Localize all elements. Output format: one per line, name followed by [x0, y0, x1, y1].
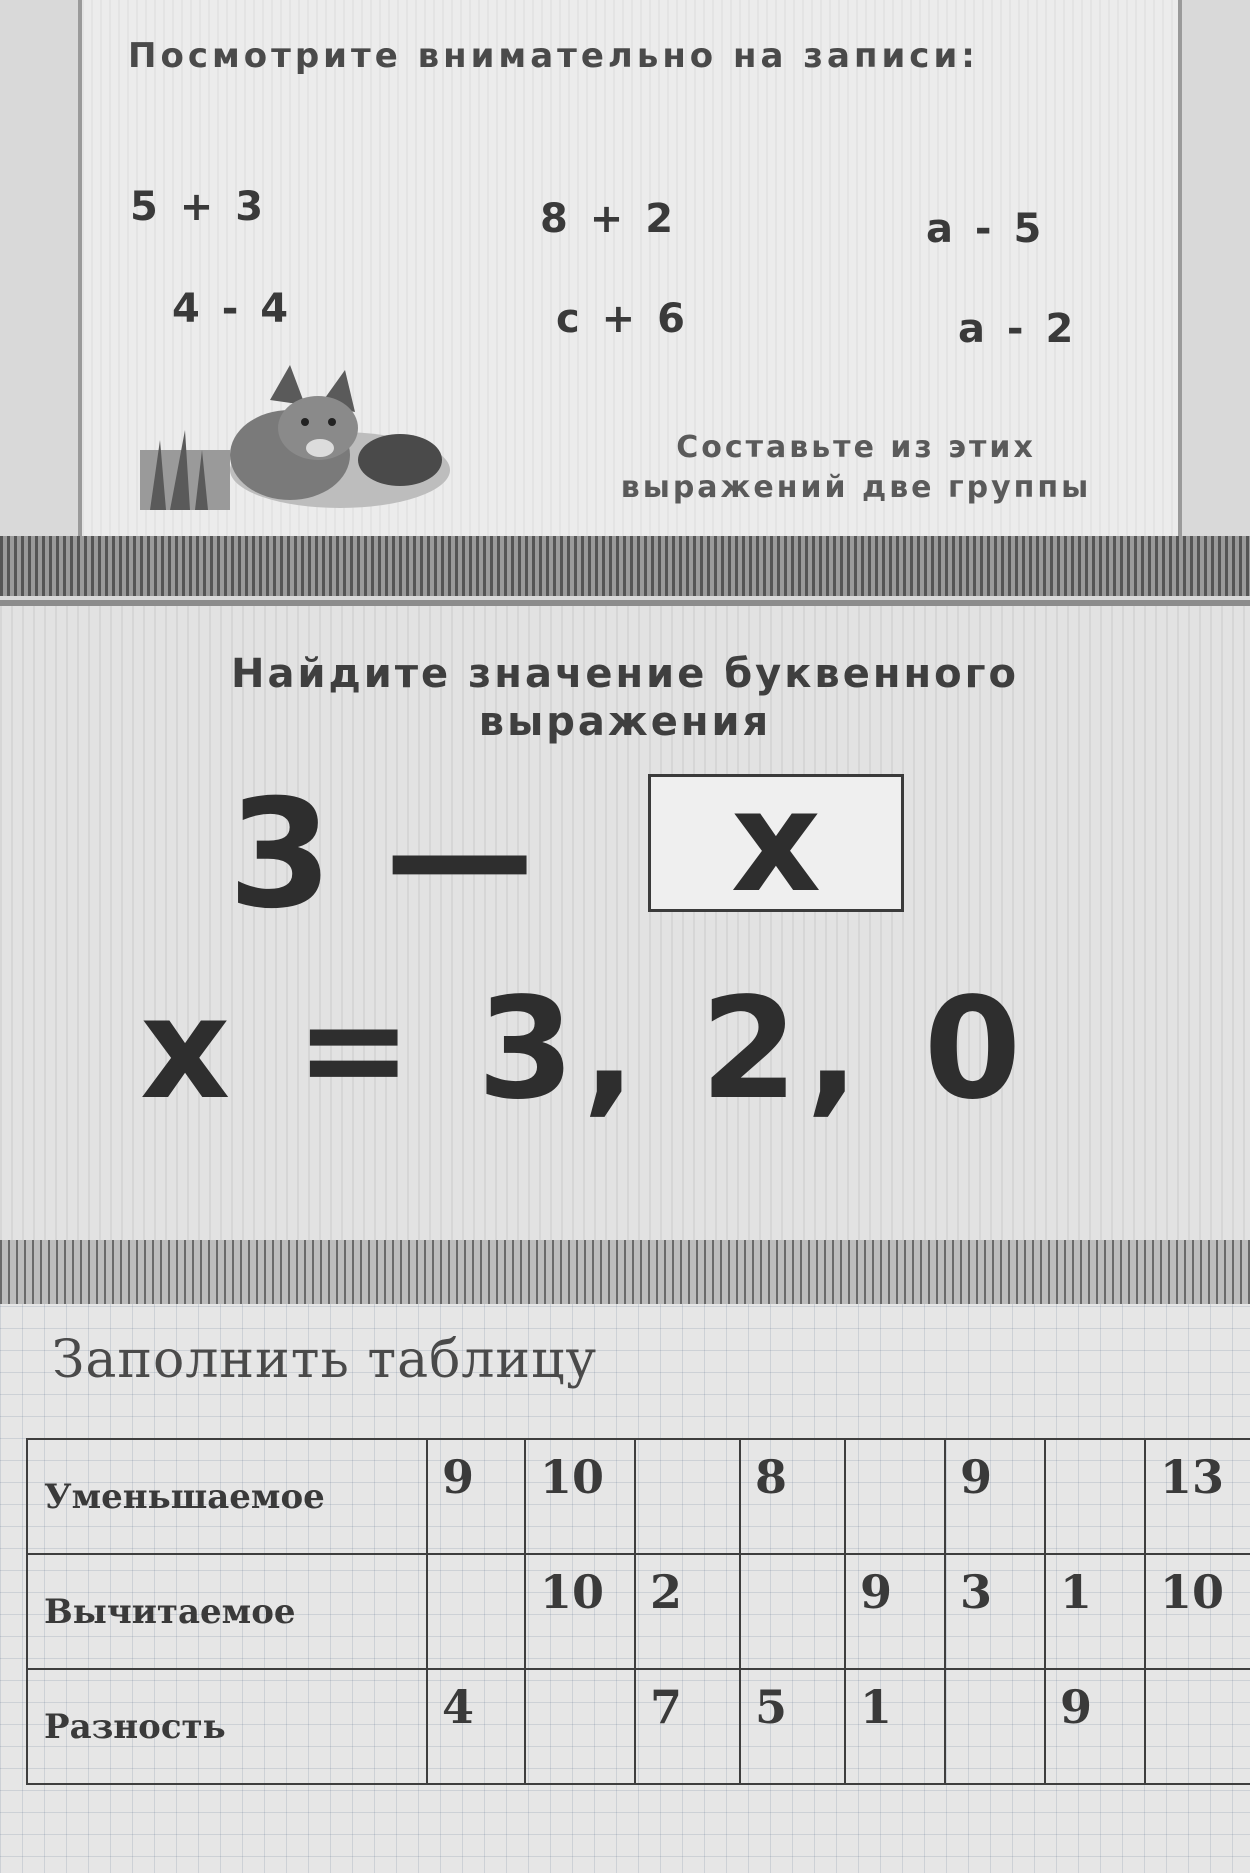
expression-item: с + 6 — [556, 296, 689, 342]
table-cell[interactable] — [845, 1439, 945, 1554]
row-label-subtrahend: Вычитаемое — [27, 1554, 427, 1669]
table-row — [27, 1669, 1250, 1784]
table-heading: Заполнить таблицу — [52, 1330, 598, 1390]
expression-item: 8 + 2 — [540, 196, 678, 242]
table-cell[interactable]: 1 — [845, 1669, 945, 1784]
table-cell[interactable]: 2 — [635, 1554, 740, 1669]
table-cell[interactable]: 3 — [945, 1554, 1045, 1669]
table-cell[interactable] — [525, 1669, 635, 1784]
subtraction-table — [26, 1438, 1250, 1785]
table-cell[interactable] — [427, 1554, 525, 1669]
expression-item: 4 - 4 — [172, 286, 293, 332]
table-cell[interactable]: 10 — [525, 1554, 635, 1669]
variable-values: х = 3, 2, 0 — [140, 968, 1030, 1131]
table-cell[interactable] — [740, 1554, 845, 1669]
card1-task — [556, 428, 1156, 508]
table-cell[interactable] — [635, 1439, 740, 1554]
table-cell[interactable] — [1045, 1439, 1145, 1554]
expression-item: 5 + 3 — [130, 184, 268, 230]
table-cell[interactable]: 10 — [1145, 1554, 1250, 1669]
expression-item: а - 5 — [926, 206, 1046, 252]
table-cell[interactable]: 9 — [945, 1439, 1045, 1554]
card1-heading: Посмотрите внимательно на записи: — [128, 36, 979, 76]
fox-illustration — [140, 360, 450, 510]
table-row — [27, 1554, 1250, 1669]
card2-heading — [100, 650, 1150, 746]
table-cell[interactable]: 10 — [525, 1439, 635, 1554]
table-cell[interactable]: 5 — [740, 1669, 845, 1784]
row-label-difference: Разность — [27, 1669, 427, 1784]
expression-item: а - 2 — [958, 306, 1078, 352]
row-label-minuend: Уменьшаемое — [27, 1439, 427, 1554]
table-cell[interactable]: 9 — [1045, 1669, 1145, 1784]
variable-box: х — [648, 774, 904, 912]
table-cell[interactable] — [1145, 1669, 1250, 1784]
table-cell[interactable]: 7 — [635, 1669, 740, 1784]
card-bottom-edge — [0, 536, 1250, 596]
table-cell[interactable]: 8 — [740, 1439, 845, 1554]
table-row — [27, 1439, 1250, 1554]
sheet-top-edge — [0, 1240, 1250, 1304]
expression-left: 3 — — [228, 768, 535, 942]
table-cell[interactable]: 13 — [1145, 1439, 1250, 1554]
table-cell[interactable] — [945, 1669, 1045, 1784]
table-cell[interactable]: 9 — [427, 1439, 525, 1554]
table-cell[interactable]: 1 — [1045, 1554, 1145, 1669]
task-line: Составьте из этих — [676, 430, 1036, 465]
task-line: выражений две группы — [620, 470, 1092, 505]
table-cell[interactable]: 9 — [845, 1554, 945, 1669]
table-cell[interactable]: 4 — [427, 1669, 525, 1784]
heading-line: Найдите значение буквенного — [231, 651, 1019, 697]
heading-line: выражения — [478, 699, 772, 745]
